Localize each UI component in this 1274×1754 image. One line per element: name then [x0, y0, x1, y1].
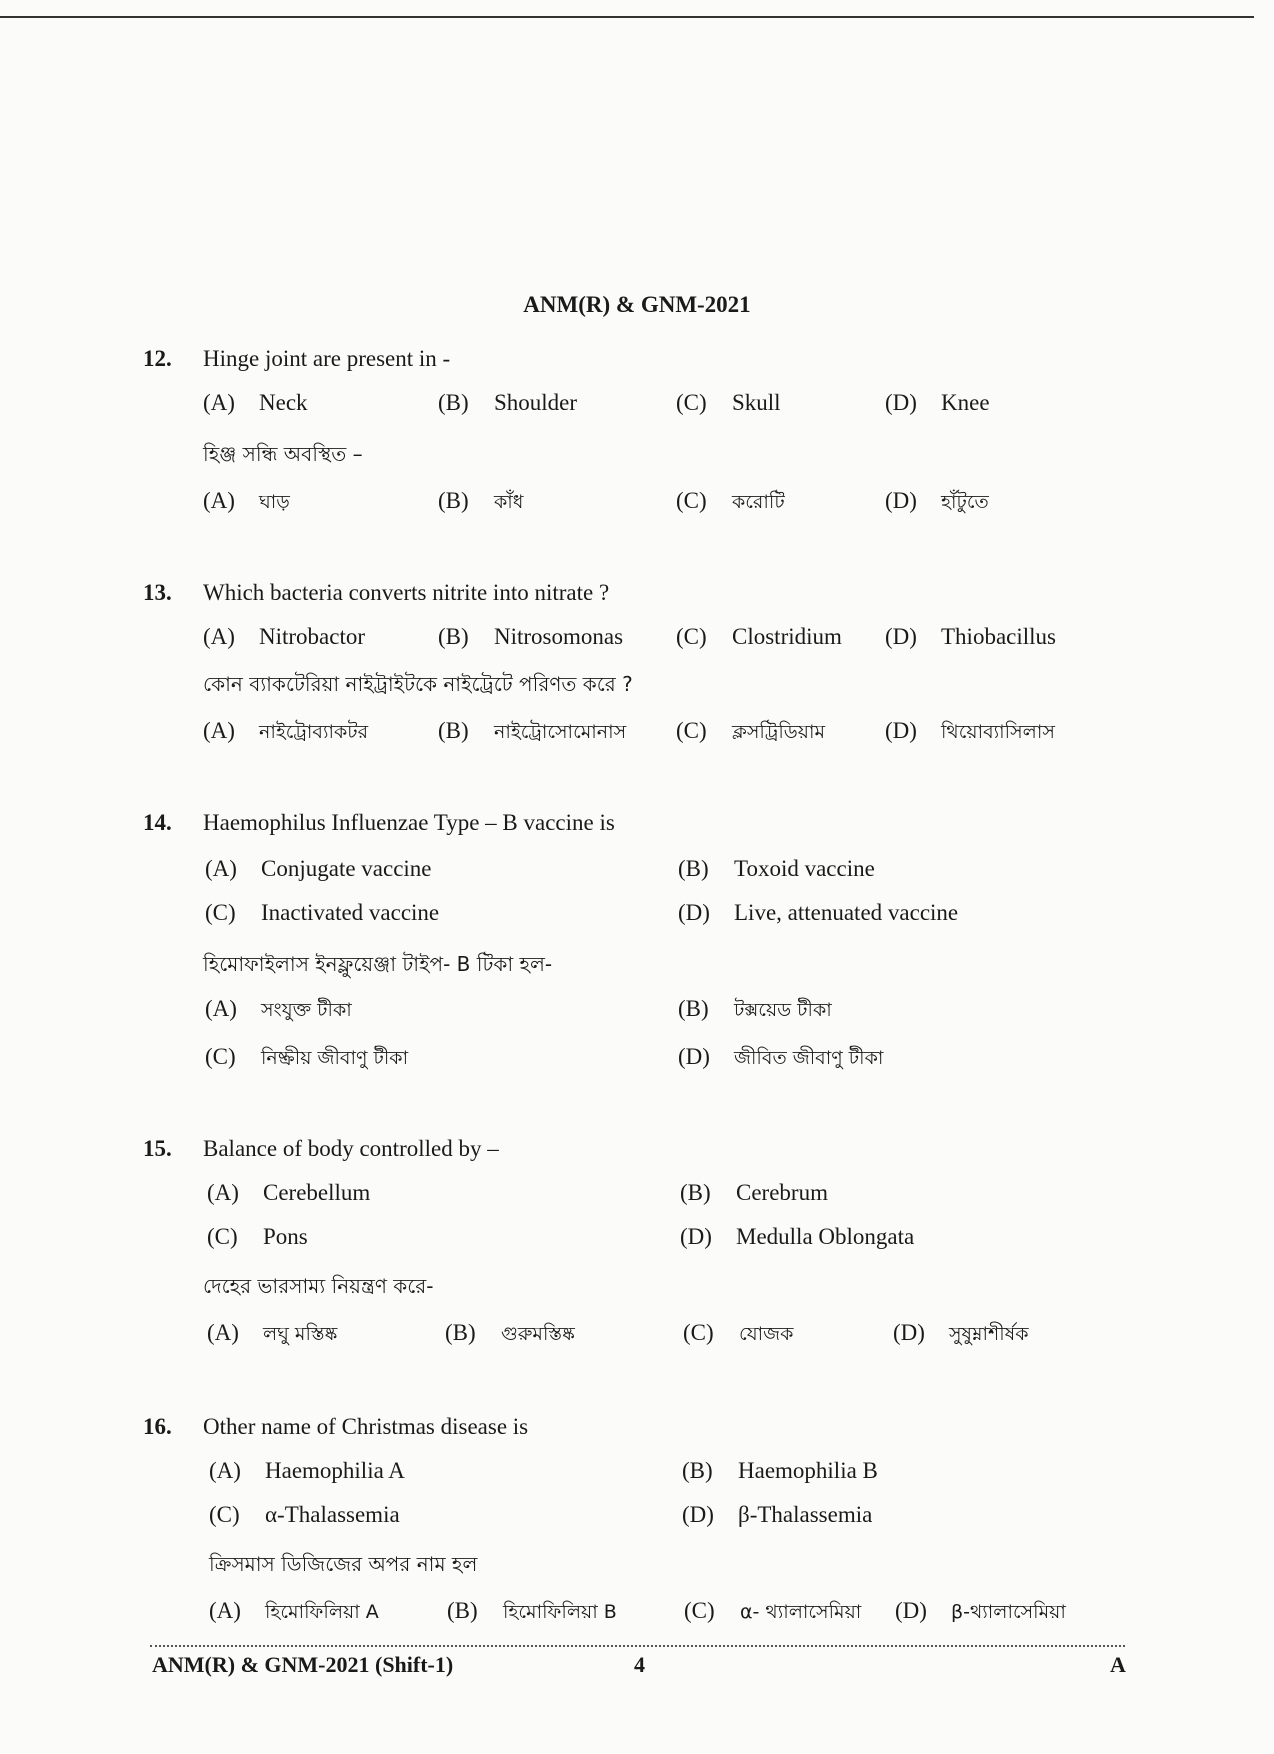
option-bn-a: লঘু মস্তিষ্ক: [263, 1323, 338, 1345]
option-label: (C): [205, 1044, 236, 1069]
option-bn-c: α- থ্যালাসেমিয়া: [740, 1601, 862, 1623]
question-text-bn: হিঞ্জ সন্ধি অবস্থিত –: [203, 442, 363, 466]
option-label: (B): [678, 996, 709, 1021]
option-label: (A): [203, 488, 235, 513]
option-en-d: Medulla Oblongata: [736, 1224, 915, 1249]
option-bn-d: জীবিত জীবাণু টীকা: [734, 1047, 884, 1069]
option-bn-d: থিয়োব্যাসিলাস: [941, 721, 1055, 743]
option-label: (A): [203, 718, 235, 743]
option-label: (A): [205, 996, 237, 1021]
option-label: (D): [678, 900, 710, 925]
option-label: (D): [885, 390, 917, 415]
option-en-a: Cerebellum: [263, 1180, 371, 1205]
question-text-en: Which bacteria converts nitrite into nitrate ?: [203, 580, 610, 605]
option-en-c: Skull: [732, 390, 781, 415]
option-bn-d: β-থ্যালাসেমিয়া: [951, 1601, 1066, 1623]
option-label: (A): [203, 624, 235, 649]
option-en-c: Pons: [263, 1224, 308, 1249]
option-label: (B): [682, 1458, 713, 1483]
option-label: (D): [678, 1044, 710, 1069]
option-label: (B): [438, 390, 469, 415]
option-label: (C): [209, 1502, 240, 1527]
option-bn-b: হিমোফিলিয়া B: [503, 1601, 617, 1623]
option-label: (D): [885, 488, 917, 513]
option-label: (B): [438, 624, 469, 649]
question-number: 13.: [143, 580, 172, 605]
option-label: (B): [678, 856, 709, 881]
option-label: (C): [205, 900, 236, 925]
top-rule: [0, 16, 1254, 18]
page-number: 4: [634, 1652, 645, 1677]
option-en-d: Live, attenuated vaccine: [734, 900, 959, 925]
question-text-en: Haemophilus Influenzae Type – B vaccine is: [203, 810, 615, 835]
option-label: (D): [682, 1502, 714, 1527]
question-text-en: Balance of body controlled by –: [203, 1136, 499, 1161]
option-en-b: Toxoid vaccine: [734, 856, 875, 881]
option-en-d: Thiobacillus: [941, 624, 1056, 649]
option-en-b: Nitrosomonas: [494, 624, 624, 649]
option-label: (B): [438, 488, 469, 513]
question-text-bn: ক্রিসমাস ডিজিজের অপর নাম হল: [209, 1552, 478, 1576]
option-label: (A): [207, 1180, 239, 1205]
option-en-b: Haemophilia B: [738, 1458, 878, 1483]
option-bn-b: গুরুমস্তিষ্ক: [501, 1323, 575, 1345]
option-en-c: Clostridium: [732, 624, 842, 649]
option-label: (C): [676, 624, 707, 649]
option-label: (A): [205, 856, 237, 881]
option-label: (C): [683, 1320, 714, 1345]
option-label: (B): [438, 718, 469, 743]
option-label: (C): [676, 718, 707, 743]
question-number: 15.: [143, 1136, 172, 1161]
option-bn-d: হাঁটুতে: [941, 491, 989, 513]
option-bn-c: নিষ্ক্রীয় জীবাণু টীকা: [261, 1047, 409, 1069]
option-bn-a: হিমোফিলিয়া A: [265, 1601, 379, 1623]
footer-exam-title: ANM(R) & GNM-2021 (Shift-1): [152, 1652, 454, 1677]
option-label: (D): [885, 718, 917, 743]
option-label: (D): [885, 624, 917, 649]
option-label: (C): [676, 488, 707, 513]
option-label: (C): [676, 390, 707, 415]
question-number: 12.: [143, 346, 172, 371]
option-bn-d: সুষুম্নাশীর্ষক: [949, 1323, 1029, 1345]
option-label: (B): [447, 1598, 478, 1623]
option-en-a: Conjugate vaccine: [261, 856, 432, 881]
option-bn-b: নাইট্রোসোমোনাস: [494, 721, 627, 743]
option-bn-b: টক্সয়েড টীকা: [734, 999, 832, 1021]
option-en-d: β-Thalassemia: [738, 1502, 873, 1527]
option-bn-c: যোজক: [739, 1323, 794, 1345]
option-label: (B): [445, 1320, 476, 1345]
question-number: 16.: [143, 1414, 172, 1439]
option-en-c: α-Thalassemia: [265, 1502, 400, 1527]
page-header-title: ANM(R) & GNM-2021: [523, 292, 751, 317]
question-text-en: Hinge joint are present in -: [203, 346, 451, 371]
option-label: (A): [203, 390, 235, 415]
option-bn-c: ক্লসট্রিডিয়াম: [732, 721, 826, 743]
option-bn-b: কাঁধ: [494, 491, 524, 513]
option-en-a: Nitrobactor: [259, 624, 366, 649]
option-label: (A): [209, 1598, 241, 1623]
set-code: A: [1110, 1652, 1126, 1677]
question-text-bn: কোন ব্যাকটেরিয়া নাইট্রাইটকে নাইট্রেটে পরিণত করে ?: [203, 672, 633, 696]
option-label: (C): [207, 1224, 238, 1249]
option-label: (A): [207, 1320, 239, 1345]
question-number: 14.: [143, 810, 172, 835]
question-text-en: Other name of Christmas disease is: [203, 1414, 529, 1439]
question-text-bn: হিমোফাইলাস ইনফ্লুয়েঞ্জা টাইপ- B টিকা হল-: [203, 952, 553, 976]
option-label: (D): [893, 1320, 925, 1345]
option-bn-a: ঘাড়: [259, 491, 290, 513]
footer-rule: [150, 1645, 1125, 1648]
option-label: (B): [680, 1180, 711, 1205]
option-en-c: Inactivated vaccine: [261, 900, 440, 925]
option-label: (A): [209, 1458, 241, 1483]
option-bn-c: করোটি: [732, 491, 785, 513]
option-en-a: Neck: [259, 390, 308, 415]
option-label: (D): [680, 1224, 712, 1249]
option-en-d: Knee: [941, 390, 990, 415]
option-en-b: Shoulder: [494, 390, 578, 415]
option-label: (D): [895, 1598, 927, 1623]
option-en-b: Cerebrum: [736, 1180, 828, 1205]
option-label: (C): [684, 1598, 715, 1623]
option-bn-a: নাইট্রোব্যাকটর: [259, 721, 369, 743]
question-text-bn: দেহের ভারসাম্য নিয়ন্ত্রণ করে-: [203, 1274, 434, 1298]
option-bn-a: সংযুক্ত টীকা: [261, 999, 352, 1021]
option-en-a: Haemophilia A: [265, 1458, 405, 1483]
